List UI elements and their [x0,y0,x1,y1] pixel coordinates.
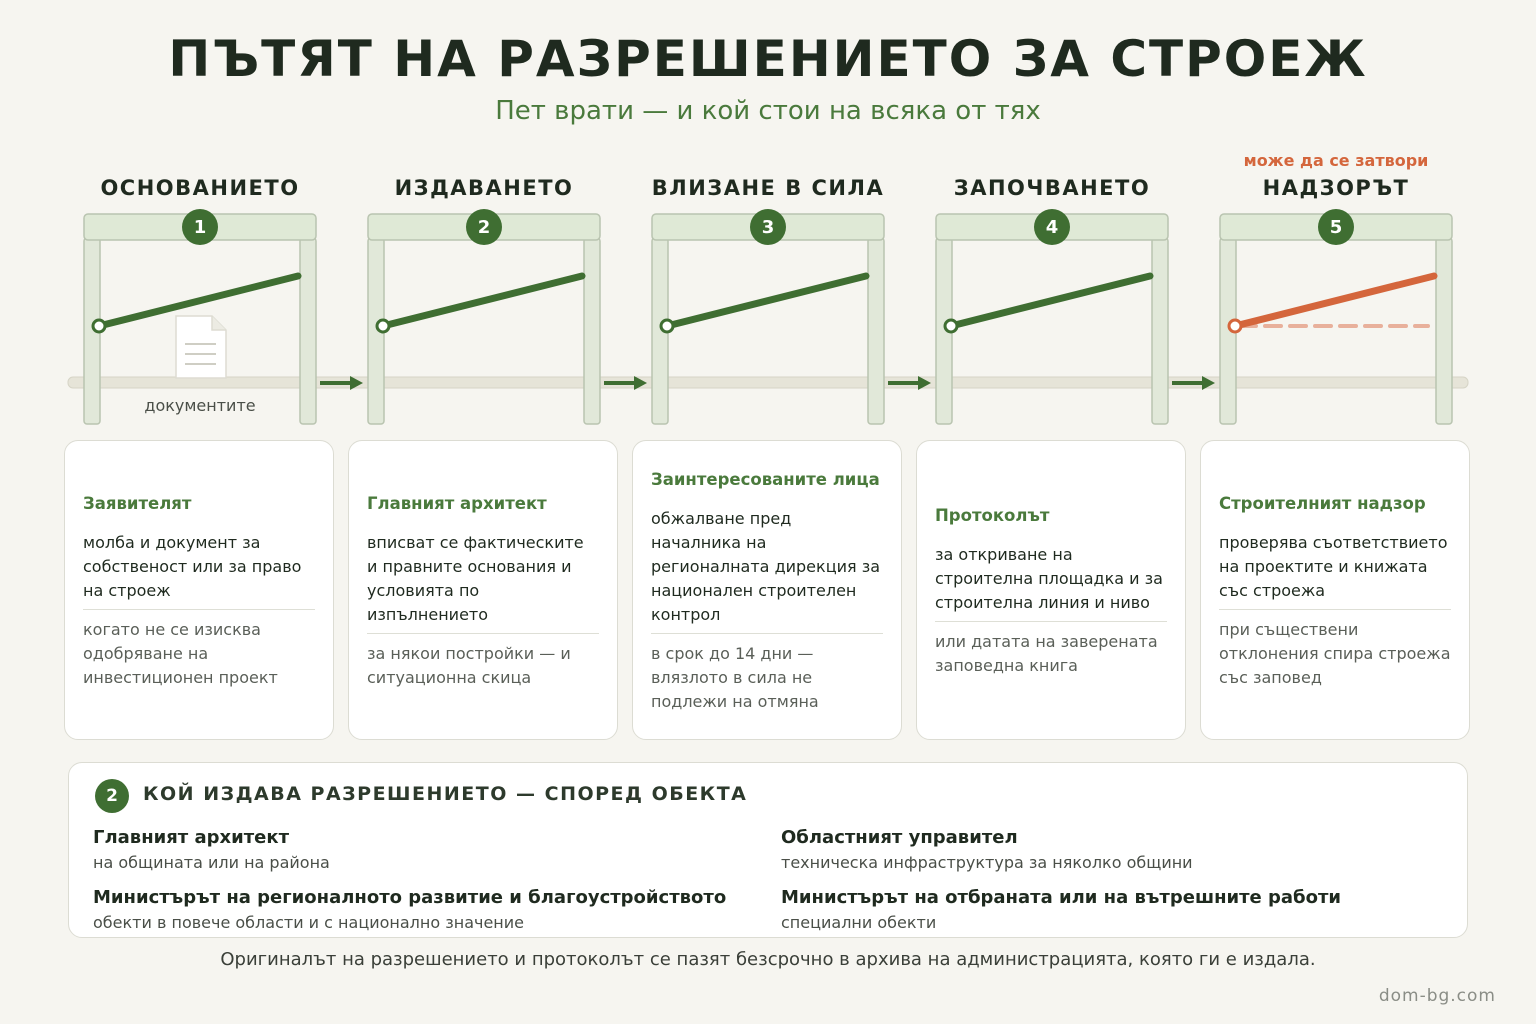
gate-num-2: 2 [477,217,491,238]
card-note: при съществени отклонения спира строежа със заповед [1219,619,1451,687]
gate-num-4: 4 [1045,217,1059,238]
panel-heading: КОЙ ИЗДАВА РАЗРЕШЕНИЕТО — СПОРЕД ОБЕКТА [143,783,748,805]
ground-line [68,377,1468,388]
issuer-name: Областният управител [781,827,1018,848]
gate-4 [936,209,1168,424]
documents-label: документите [144,396,256,415]
panel-badge: 2 [95,779,129,813]
issuer-item [781,825,1461,875]
card-who: Заявителят [83,493,192,513]
card-who: Заинтересованите лица [651,469,880,489]
source-link[interactable]: dom-bg.com [1378,986,1496,1006]
gates-diagram [0,0,1536,440]
issuer-name: Министърът на отбраната или на вътрешните работи [781,887,1342,908]
card-note: или датата на заверената заповедна книга [935,631,1158,675]
gate-card-1 [64,440,334,740]
card-what: молба и документ за собственост или за право на строеж [83,531,315,610]
card-note: когато не се изисква одобряване на инвестиционен проект [83,619,278,687]
gate-card-4 [916,440,1186,740]
gate-2 [368,209,600,424]
issuer-item [93,825,773,875]
gate-label-5: НАДЗОРЪТ [1262,176,1410,200]
gate-label-4: ЗАПОЧВАНЕТО [953,176,1151,200]
card-what: проверява съответствието на проектите и книжата със строежа [1219,531,1451,610]
gate-card-5 [1200,440,1470,740]
card-who: Строителният надзор [1219,493,1426,513]
document-icon [176,316,226,378]
issuer-name: Главният архитект [93,827,290,848]
page-title: ПЪТЯТ НА РАЗРЕШЕНИЕТО ЗА СТРОЕЖ [168,30,1368,88]
issuer-desc: специални обекти [781,913,937,932]
gate-card-2 [348,440,618,740]
gate-num-3: 3 [761,217,775,238]
gate-warning: може да се затвори [1243,151,1429,170]
gate-5 [1220,209,1452,424]
card-what: за откриване на строителна площадка и за строителна линия и ниво [935,543,1167,622]
issuer-name: Министърът на регионалното развитие и благоустройството [93,887,727,908]
issuer-desc: на общината или на района [93,853,330,872]
issuer-item [781,885,1461,935]
issuer-desc: техническа инфраструктура за няколко общини [781,853,1193,872]
card-who: Главният архитект [367,493,547,513]
issuer-desc: обекти в повече области и с национално значение [93,913,524,932]
gate-label-1: ОСНОВАНИЕТО [100,176,300,200]
gate-num-1: 1 [193,217,207,238]
issuer-item [93,885,773,935]
footer-note: Оригиналът на разрешението и протоколът се пазят безсрочно в архива на администрацията, която ги е издала. [220,949,1316,970]
page-subtitle: Пет врати — и кой стои на всяка от тях [495,96,1041,126]
gate-card-3 [632,440,902,740]
gate-label-2: ИЗДАВАНЕТО [394,176,574,200]
card-what: вписват се фактическите и правните основания и условията по изпълнението [367,531,599,634]
gate-label-3: ВЛИЗАНЕ В СИЛА [651,176,885,200]
gate-num-5: 5 [1329,217,1343,238]
gate-1 [84,209,316,424]
card-note: в срок до 14 дни — влязлото в сила не подлежи на отмяна [651,643,819,711]
card-who: Протоколът [935,505,1050,525]
card-note: за някои постройки — и ситуационна скица [367,643,571,687]
card-what: обжалване пред началника на регионалната дирекция за национален строителен контрол [651,507,883,634]
gate-3 [652,209,884,424]
issuers-panel [68,762,1468,938]
